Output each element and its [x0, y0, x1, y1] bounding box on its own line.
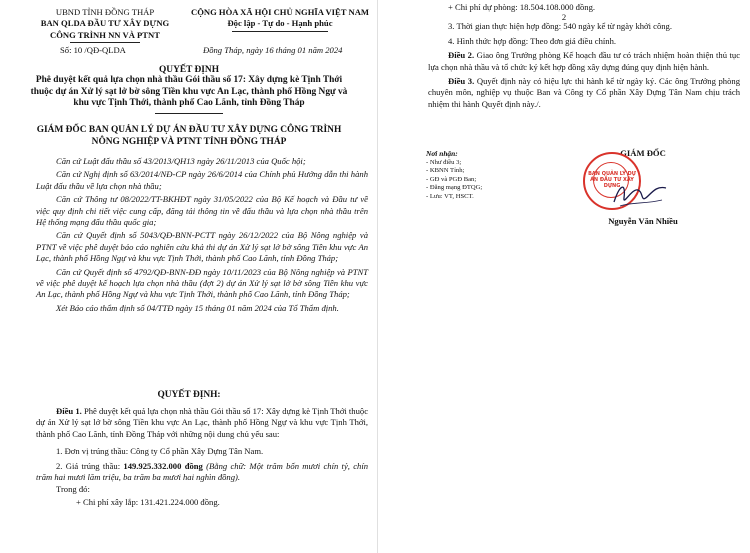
- article-3-label: Điều 3.: [448, 76, 475, 87]
- article-1: [36, 406, 368, 508]
- winning-bidder: 1. Đơn vị trúng thầu: Công ty Cổ phần Xây Dựng Tân Nam.: [56, 446, 264, 457]
- document-page-2: [378, 0, 750, 553]
- recipient-item: - Đăng mạng ĐTQG;: [426, 184, 483, 192]
- winning-price: [36, 461, 368, 484]
- signer-name: Nguyễn Văn Nhiều: [608, 216, 678, 226]
- signer-title: GIÁM ĐỐC: [620, 148, 666, 158]
- recipient-item: - KBNN Tỉnh;: [426, 167, 465, 175]
- article-2-label: Điều 2.: [448, 50, 475, 61]
- contingency-cost: + Chi phí dự phòng: 18.504.108.000 đồng.: [448, 2, 596, 12]
- issuing-authority: [10, 124, 368, 149]
- recipient-item: - Lưu: VT, HSCT.: [426, 192, 474, 200]
- document-date: Đồng Tháp, ngày 16 tháng 01 năm 2024: [203, 45, 343, 55]
- recipient-item: - Như điều 3;: [426, 158, 462, 166]
- article-3-text: Quyết định này có hiệu lực thi hành kể từ ngày ký. Các ông Trưởng phòng chuyên môn, nghiệp vụ thuộc Ban và Công ty Cổ phần Xây Dựng Tân Nam chịu trách nhiệm thi hành Quyết định này./.: [428, 76, 740, 109]
- legal-basis: Căn cứ Luật đấu thầu số 43/2013/QH13 ngày 26/11/2013 của Quốc hội;: [56, 156, 306, 166]
- official-seal-text: BAN QUẢN LÝ DỰ ÁN ĐẦU TƯ XÂY DỰNG: [588, 171, 636, 189]
- article-1-text: Phê duyệt kết quả lựa chọn nhà thầu Gói thầu số 17: Xây dựng kè Tịnh Thới thuộc dự án Xử lý sạt lở bờ sông Tiền khu vực An Lạc, thành phố Hồng Ngự và khu vực Tịnh Thới, thành phố Cao Lãnh, tỉnh Đồng Tháp với những nội dung chủ yếu sau:: [36, 406, 369, 439]
- recipient-item: - GĐ và PGĐ Ban;: [426, 175, 477, 183]
- nation-name: CỘNG HÒA XÃ HỘI CHỦ NGHĨA VIỆT NAM: [190, 7, 370, 17]
- construction-cost: + Chi phí xây lắp: 131.421.224.000 đồng.: [76, 496, 220, 507]
- org-line-1: UBND TỈNH ĐỒNG THÁP: [55, 7, 155, 17]
- motto-underline: [232, 31, 328, 32]
- legal-basis: Căn cứ Thông tư 08/2022/TT-BKHĐT ngày 31/05/2022 của Bộ Kế hoạch và Đầu tư về việc quy định chi tiết việc cung cấp, đăng tải thông tin về đấu thầu và lựa chọn nhà thầu trên Hệ thống mạng đấu thầu quốc gia;: [36, 194, 368, 228]
- handwritten-signature: [610, 178, 670, 212]
- legal-bases: [36, 156, 368, 314]
- legal-basis: Căn cứ Quyết định số 4792/QĐ-BNN-ĐĐ ngày 10/11/2023 của Bộ Nông nghiệp và PTNT về việc phê duyệt kế hoạch lựa chọn nhà thầu (đợt 2) dự án Xử lý sạt lở bờ sông Tiền khu vực An Lạc, thành phố Hồng Ngự và khu vực Tịnh Thới, thành phố Cao Lãnh, tỉnh Đồng Tháp;: [36, 266, 368, 300]
- winning-price-amount: 149.925.332.000 đồng: [123, 460, 203, 471]
- recipients: [426, 150, 546, 202]
- page-number: 2: [561, 12, 567, 22]
- national-title: [190, 7, 370, 30]
- document-type: QUYẾT ĐỊNH: [159, 65, 219, 75]
- contract-type: 4. Hình thức hợp đồng: Theo đơn giá điều chỉnh.: [448, 35, 617, 46]
- issuing-org: [20, 7, 190, 41]
- authority-line-2: NÔNG NGHIỆP VÀ PTNT TỈNH ĐỒNG THÁP: [91, 137, 287, 148]
- org-line-2: BAN QLDA ĐẦU TƯ XÂY DỰNG: [40, 18, 170, 29]
- legal-basis: Xét Báo cáo thẩm định số 04/TTĐ ngày 15 tháng 01 năm 2024 của Tổ Thẩm định.: [56, 302, 339, 313]
- legal-basis: Căn cứ Nghị định số 63/2014/NĐ-CP ngày 26/6/2014 của Chính phủ Hướng dẫn thi hành Luật đấu thầu về lựa chọn nhà thầu;: [36, 169, 368, 191]
- article-2: [428, 50, 740, 73]
- subject-underline: [155, 113, 223, 114]
- legal-basis: Căn cứ Quyết định số 5043/QĐ-BNN-PCTT ngày 26/12/2022 của Bộ Nông nghiệp và PTNT về việc phê duyệt báo cáo nghiên cứu khả thi dự án Xử lý sạt lở bờ sông Tiền khu vực An Lạc, thành phố Hồng Ngự và khu vực Tịnh Thới, thành phố Cao Lãnh, tỉnh Đồng Tháp;: [36, 230, 368, 264]
- article-1-label: Điều 1.: [56, 406, 82, 416]
- recipients-label: Nơi nhận:: [426, 149, 458, 158]
- document-subject: Phê duyệt kết quả lựa chọn nhà thầu Gói thầu số 17: Xây dựng kè Tịnh Thới thuộc dự án Xử lý sạt lở bờ sông Tiền khu vực An Lạc, thành phố Hồng Ngự và khu vực Tịnh Thới, thành phố Cao Lãnh, tỉnh Đồng Tháp: [30, 75, 348, 108]
- org-line-3: CÔNG TRÌNH NN VÀ PTNT: [50, 29, 160, 40]
- decide-heading: QUYẾT ĐỊNH:: [157, 390, 221, 400]
- national-motto: Độc lập - Tự do - Hạnh phúc: [227, 18, 333, 29]
- org-underline: [70, 42, 140, 43]
- winning-price-words: (Bằng chữ: Một trăm bốn mươi chín tỷ, chín trăm hai mươi lăm triệu, ba trăm ba mươi hai nghìn đồng).: [36, 460, 369, 483]
- contract-duration: 3. Thời gian thực hiện hợp đồng: 540 ngày kể từ ngày khởi công.: [448, 21, 672, 32]
- article-2-text: Giao ông Trưởng phòng Kế hoạch đầu tư có trách nhiệm hoàn thiện thủ tục lựa chọn nhà thầu và tổ chức ký kết hợp đồng xây dựng đúng quy định hiện hành.: [428, 50, 741, 72]
- authority-line-1: GIÁM ĐỐC BAN QUẢN LÝ DỰ ÁN ĐẦU TƯ XÂY DỰNG CÔNG TRÌNH: [36, 125, 342, 135]
- document-number: Số: 10 /QĐ-QLDA: [60, 45, 126, 55]
- including-label: Trong đó:: [56, 484, 90, 495]
- winning-price-label: 2. Giá trúng thầu:: [56, 460, 124, 471]
- article-3: [428, 76, 740, 110]
- page-2-body: [428, 2, 740, 110]
